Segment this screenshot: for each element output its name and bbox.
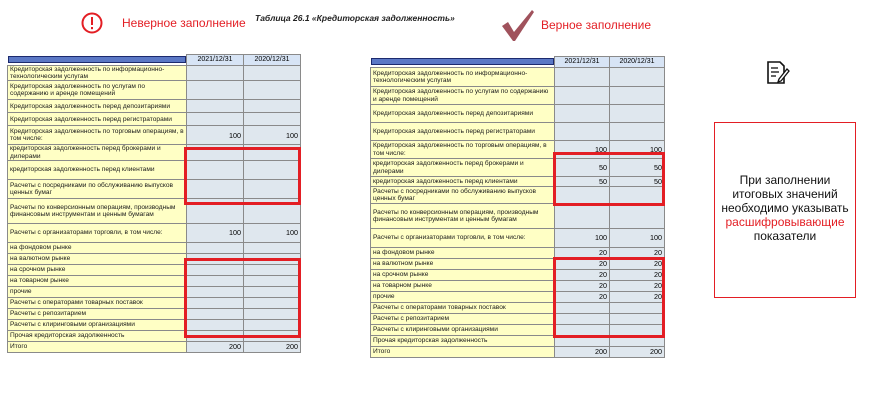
page-title: Таблица 26.1 «Кредиторская задолженность» — [255, 13, 455, 23]
note-box — [714, 122, 856, 298]
table-row — [371, 303, 665, 314]
value-2021[interactable] — [555, 123, 610, 141]
table-row — [8, 297, 301, 308]
value-2020[interactable] — [610, 336, 665, 347]
table-row — [371, 292, 665, 303]
value-2020[interactable] — [610, 204, 665, 229]
table-row — [8, 275, 301, 286]
value-2021[interactable] — [187, 275, 244, 286]
value-2021[interactable]: 100 — [555, 141, 610, 159]
table-row — [8, 81, 301, 100]
row-label: Расчеты с организаторами торговли, в том числе: — [371, 229, 555, 248]
value-2021[interactable] — [555, 303, 610, 314]
table-row — [371, 68, 665, 87]
table-row — [8, 179, 301, 198]
value-2020[interactable] — [610, 123, 665, 141]
row-label: прочие — [8, 286, 187, 297]
value-2020[interactable] — [244, 242, 301, 253]
value-2020[interactable] — [610, 105, 665, 123]
row-label: кредиторская задолженность перед брокерами и дилерами — [8, 145, 187, 160]
value-2021[interactable]: 20 — [555, 259, 610, 270]
row-label: Расчеты с клиринговыми организациями — [371, 325, 555, 336]
row-label: на срочном рынке — [371, 270, 555, 281]
value-2020[interactable] — [610, 87, 665, 105]
table-row — [371, 248, 665, 259]
row-label: Расчеты по конверсионным операциям, производным финансовым инструментам и ценным бумагам — [8, 198, 187, 223]
value-2020[interactable]: 50 — [610, 159, 665, 177]
value-2021[interactable] — [555, 325, 610, 336]
row-label: Расчеты с репозитарием — [371, 314, 555, 325]
row-label: на валютном рынке — [8, 253, 187, 264]
row-label: Расчеты с операторами товарных поставок — [371, 303, 555, 314]
value-2020[interactable] — [244, 308, 301, 319]
value-2021[interactable]: 100 — [555, 229, 610, 248]
value-2021[interactable] — [187, 297, 244, 308]
value-2021[interactable] — [187, 179, 244, 198]
row-label: Расчеты с операторами товарных поставок — [8, 297, 187, 308]
table-row — [8, 66, 301, 81]
value-2020[interactable] — [244, 113, 301, 126]
row-label: Расчеты по конверсионным операциям, производным финансовым инструментам и ценным бумагам — [371, 204, 555, 229]
value-2020[interactable] — [244, 319, 301, 330]
row-label: Кредиторская задолженность перед депозитариями — [371, 105, 555, 123]
value-2021[interactable] — [187, 308, 244, 319]
value-2021[interactable] — [187, 145, 244, 160]
value-2020[interactable] — [244, 100, 301, 113]
table-row — [8, 264, 301, 275]
row-label: на товарном рынке — [8, 275, 187, 286]
row-label: Кредиторская задолженность по торговым операциям, в том числе: — [371, 141, 555, 159]
value-2020[interactable]: 20 — [610, 281, 665, 292]
row-label: Итого — [371, 347, 555, 358]
header-row — [8, 55, 301, 66]
table-row — [371, 123, 665, 141]
value-2021[interactable]: 100 — [187, 126, 244, 145]
checkmark-icon — [500, 8, 536, 44]
value-2020[interactable]: 200 — [610, 347, 665, 358]
row-label: Расчеты с репозитарием — [8, 308, 187, 319]
row-label: на фондовом рынке — [371, 248, 555, 259]
table-row — [8, 223, 301, 242]
value-2021[interactable] — [187, 113, 244, 126]
table-row — [8, 308, 301, 319]
value-2020[interactable]: 100 — [610, 229, 665, 248]
table-row — [371, 204, 665, 229]
value-2020[interactable] — [244, 66, 301, 81]
wrong-label: Неверное заполнение — [122, 16, 246, 30]
row-label: Расчеты с посредниками по обслуживанию выпусков ценных бумаг — [8, 179, 187, 198]
value-2021[interactable] — [555, 87, 610, 105]
value-2020[interactable] — [244, 264, 301, 275]
value-2020[interactable] — [244, 145, 301, 160]
row-label: Прочая кредиторская задолженность — [8, 330, 187, 341]
header-2021: 2021/12/31 — [555, 57, 610, 68]
value-2020[interactable] — [244, 253, 301, 264]
header-corner — [8, 55, 187, 66]
value-2021[interactable] — [555, 204, 610, 229]
table-row — [371, 347, 665, 358]
value-2021[interactable]: 20 — [555, 248, 610, 259]
value-2021[interactable]: 200 — [555, 347, 610, 358]
table-row — [371, 325, 665, 336]
value-2021[interactable]: 50 — [555, 159, 610, 177]
row-label: Кредиторская задолженность по информационно-технологическим услугам — [8, 66, 187, 81]
document-pen-icon — [763, 58, 791, 86]
value-2020[interactable] — [244, 160, 301, 179]
table-row — [371, 87, 665, 105]
row-label: на срочном рынке — [8, 264, 187, 275]
value-2020[interactable]: 100 — [244, 223, 301, 242]
row-label: Расчеты с клиринговыми организациями — [8, 319, 187, 330]
value-2020[interactable] — [244, 286, 301, 297]
value-2021[interactable] — [187, 81, 244, 100]
value-2021[interactable] — [187, 253, 244, 264]
table-row — [8, 341, 301, 352]
value-2020[interactable] — [610, 325, 665, 336]
value-2021[interactable] — [187, 242, 244, 253]
row-label: Кредиторская задолженность по услугам по содержанию и аренде помещений — [8, 81, 187, 100]
value-2020[interactable] — [610, 68, 665, 87]
value-2021[interactable]: 100 — [187, 223, 244, 242]
value-2020[interactable]: 20 — [610, 270, 665, 281]
warning-icon — [81, 12, 103, 34]
value-2020[interactable]: 200 — [244, 341, 301, 352]
value-2021[interactable] — [555, 105, 610, 123]
value-2020[interactable] — [244, 81, 301, 100]
value-2020[interactable] — [610, 187, 665, 204]
value-2021[interactable]: 20 — [555, 292, 610, 303]
value-2021[interactable] — [187, 330, 244, 341]
row-label: кредиторская задолженность перед клиентами — [371, 177, 555, 187]
table-row — [8, 160, 301, 179]
left-table — [7, 54, 301, 353]
row-label: Расчеты с организаторами торговли, в том числе: — [8, 223, 187, 242]
value-2021[interactable] — [187, 198, 244, 223]
row-label: Прочая кредиторская задолженность — [371, 336, 555, 347]
table-row — [8, 126, 301, 145]
table-row — [8, 330, 301, 341]
row-label: Кредиторская задолженность перед регистраторами — [371, 123, 555, 141]
value-2020[interactable] — [244, 198, 301, 223]
row-label: Кредиторская задолженность по услугам по содержанию и аренде помещений — [371, 87, 555, 105]
row-label: кредиторская задолженность перед клиентами — [8, 160, 187, 179]
value-2021[interactable] — [555, 187, 610, 204]
value-2020[interactable] — [244, 179, 301, 198]
header-2020: 2020/12/31 — [610, 57, 665, 68]
row-label: Кредиторская задолженность перед регистраторами — [8, 113, 187, 126]
value-2021[interactable] — [187, 66, 244, 81]
header-row — [371, 57, 665, 68]
row-label: прочие — [371, 292, 555, 303]
row-label: Расчеты с посредниками по обслуживанию выпусков ценных бумаг — [371, 187, 555, 204]
table-row — [371, 177, 665, 187]
header-corner — [371, 57, 555, 68]
table-row — [371, 270, 665, 281]
value-2021[interactable] — [187, 319, 244, 330]
table-row — [371, 229, 665, 248]
value-2020[interactable]: 50 — [610, 177, 665, 187]
value-2021[interactable] — [555, 68, 610, 87]
value-2021[interactable] — [187, 100, 244, 113]
row-label: Итого — [8, 341, 187, 352]
table-row — [8, 253, 301, 264]
row-label: на валютном рынке — [371, 259, 555, 270]
table-row — [8, 286, 301, 297]
value-2020[interactable] — [244, 275, 301, 286]
row-label: на товарном рынке — [371, 281, 555, 292]
table-row — [371, 314, 665, 325]
value-2021[interactable] — [555, 314, 610, 325]
value-2020[interactable]: 20 — [610, 259, 665, 270]
table-row — [371, 259, 665, 270]
table-row — [8, 145, 301, 160]
row-label: Кредиторская задолженность по торговым операциям, в том числе: — [8, 126, 187, 145]
table-row — [371, 105, 665, 123]
value-2020[interactable]: 100 — [610, 141, 665, 159]
value-2021[interactable]: 200 — [187, 341, 244, 352]
header-2020: 2020/12/31 — [244, 55, 301, 66]
table-row — [8, 319, 301, 330]
table-row — [8, 100, 301, 113]
value-2020[interactable] — [610, 303, 665, 314]
value-2020[interactable] — [610, 314, 665, 325]
row-label: на фондовом рынке — [8, 242, 187, 253]
table-row — [8, 113, 301, 126]
row-label: Кредиторская задолженность по информационно-технологическим услугам — [371, 68, 555, 87]
row-label: Кредиторская задолженность перед депозитариями — [8, 100, 187, 113]
table-row — [8, 242, 301, 253]
table-row — [371, 336, 665, 347]
header-2021: 2021/12/31 — [187, 55, 244, 66]
value-2020[interactable]: 20 — [610, 248, 665, 259]
right-label: Верное заполнение — [541, 18, 652, 32]
right-table — [370, 56, 665, 358]
value-2021[interactable] — [187, 160, 244, 179]
value-2021[interactable]: 50 — [555, 177, 610, 187]
value-2020[interactable] — [244, 297, 301, 308]
table-row — [371, 159, 665, 177]
value-2021[interactable] — [555, 336, 610, 347]
value-2021[interactable] — [187, 264, 244, 275]
table-row — [371, 187, 665, 204]
value-2021[interactable]: 20 — [555, 281, 610, 292]
table-row — [8, 198, 301, 223]
value-2021[interactable] — [187, 286, 244, 297]
value-2020[interactable]: 20 — [610, 292, 665, 303]
value-2021[interactable]: 20 — [555, 270, 610, 281]
table-row — [371, 141, 665, 159]
row-label: кредиторская задолженность перед брокерами и дилерами — [371, 159, 555, 177]
table-row — [371, 281, 665, 292]
value-2020[interactable]: 100 — [244, 126, 301, 145]
value-2020[interactable] — [244, 330, 301, 341]
note-highlight: расшифровывающие — [725, 215, 845, 229]
note-text-end: показатели — [753, 229, 817, 243]
note-text: При заполнении итоговых значений необходимо указывать — [721, 173, 849, 215]
